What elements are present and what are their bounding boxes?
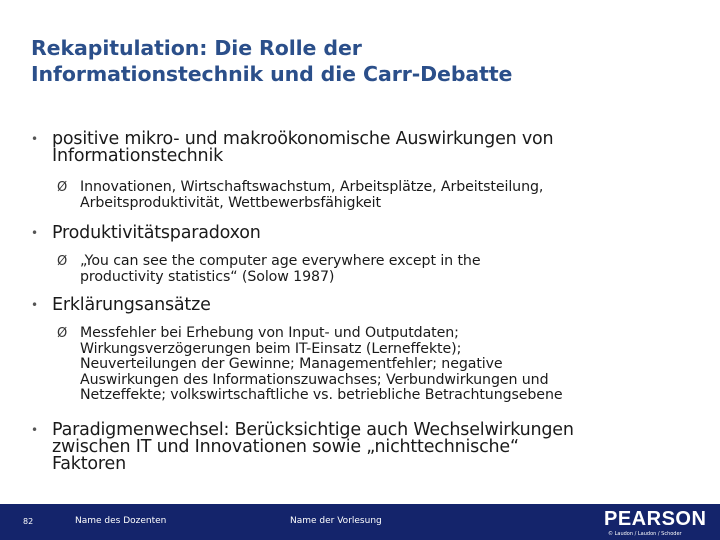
- pearson-logo-text: PEARSON: [604, 508, 707, 530]
- bullet-text-line: Paradigmenwechsel: Berücksichtige auch Wechselwirkungen: [52, 420, 574, 440]
- arrow-bullet-icon: Ø: [57, 326, 68, 341]
- slide-title-line-2: Informationstechnik und die Carr-Debatte: [31, 62, 513, 86]
- bullet-text-line: Informationstechnik: [52, 146, 224, 166]
- bullet-icon: •: [31, 298, 38, 312]
- sub-bullet-text-line: „You can see the computer age everywhere except in the: [80, 253, 481, 269]
- copyright-text: © Laudon / Laudon / Schoder: [608, 531, 682, 537]
- slide-title: [31, 35, 691, 87]
- bullet-item: [31, 295, 682, 315]
- bullet-text-line: positive mikro- und makroökonomische Auswirkungen von: [52, 129, 554, 149]
- bullet-icon: •: [31, 226, 38, 240]
- sub-bullet-text-line: Innovationen, Wirtschaftswachstum, Arbeitsplätze, Arbeitsteilung,: [80, 179, 544, 195]
- footer-bar: [0, 504, 720, 540]
- bullet-icon: •: [31, 423, 38, 437]
- sub-bullet-text-line: Neuverteilungen der Gewinne; Managementfehler; negative: [80, 356, 503, 372]
- sub-bullet-text-line: Netzeffekte; volkswirtschaftliche vs. betriebliche Betrachtungsebene: [80, 387, 563, 403]
- sub-bullet-item: [57, 179, 680, 211]
- footer-course: Name der Vorlesung: [290, 516, 382, 526]
- sub-bullet-text-line: Wirkungsverzögerungen beim IT-Einsatz (Lerneffekte);: [80, 340, 462, 357]
- footer-author: Name des Dozenten: [75, 516, 167, 526]
- sub-bullet-text-line: Arbeitsproduktivität, Wettbewerbsfähigkeit: [80, 194, 381, 211]
- bullet-icon: •: [31, 132, 38, 146]
- pearson-logo: [600, 508, 712, 538]
- sub-bullet-item: [57, 253, 680, 285]
- bullet-text-line: Faktoren: [52, 454, 126, 474]
- sub-bullet-text-line: Messfehler bei Erhebung von Input- und Outputdaten;: [80, 325, 459, 341]
- sub-bullet-text-line: productivity statistics“ (Solow 1987): [80, 268, 335, 285]
- bullet-text-line: Produktivitätsparadoxon: [52, 223, 261, 243]
- slide-title-line-1: Rekapitulation: Die Rolle der: [31, 36, 362, 60]
- bullet-item: [31, 223, 682, 243]
- sub-bullet-item: [57, 325, 680, 404]
- bullet-text-line: Erklärungsansätze: [52, 295, 211, 315]
- bullet-item: [31, 129, 682, 166]
- page-number: 82: [23, 517, 34, 526]
- arrow-bullet-icon: Ø: [57, 254, 68, 269]
- bullet-item: [31, 420, 682, 474]
- sub-bullet-text-line: Auswirkungen des Informationszuwachses; Verbundwirkungen und: [80, 371, 549, 388]
- arrow-bullet-icon: Ø: [57, 180, 68, 195]
- bullet-text-line: zwischen IT und Innovationen sowie „nichttechnische“: [52, 437, 519, 457]
